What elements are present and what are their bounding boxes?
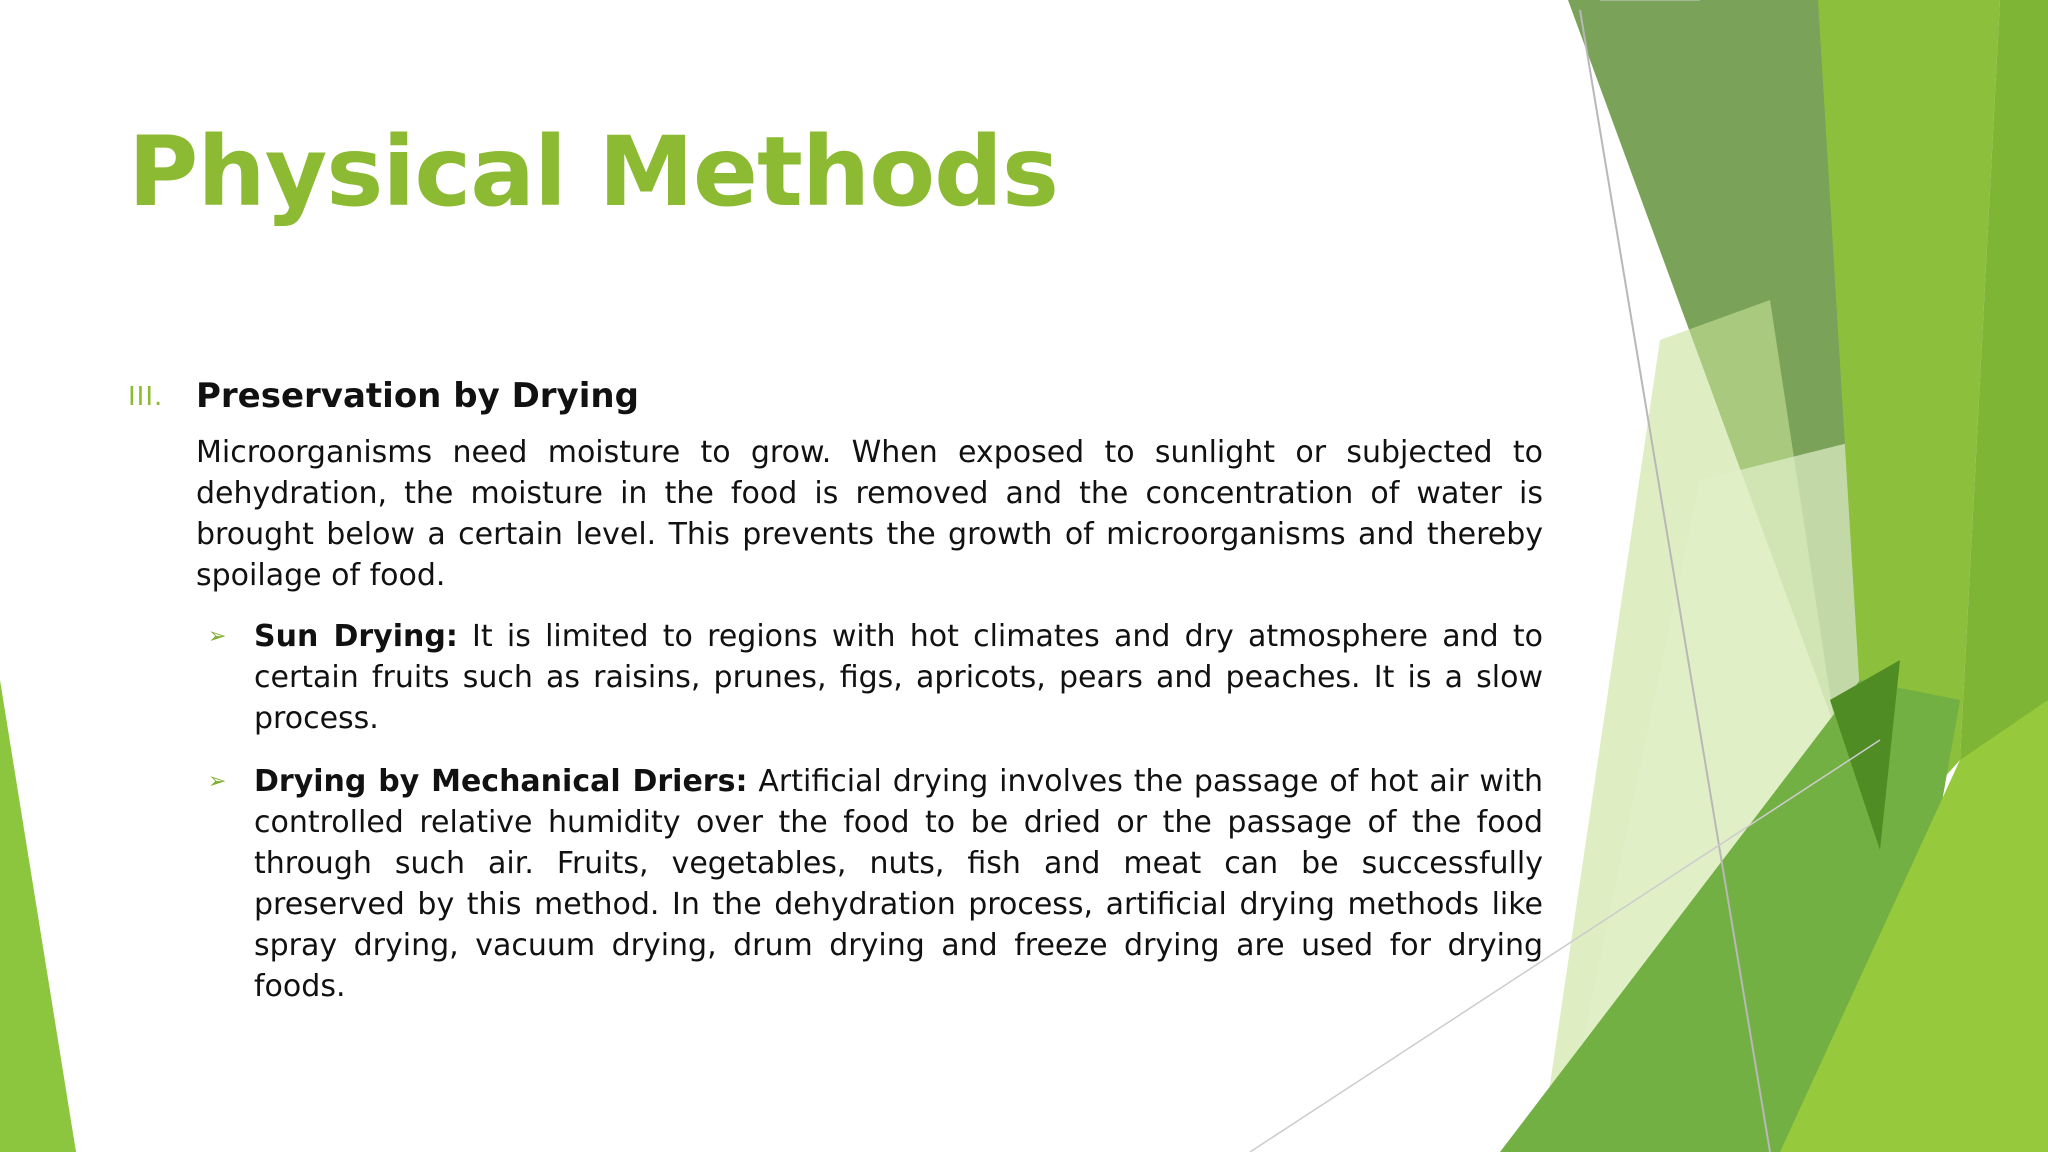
bullet-term: Sun Drying:: [254, 619, 458, 654]
bullet-list: [196, 616, 1543, 1007]
bullet-item-mechanical-driers: [196, 761, 1543, 1007]
section-number: III.: [128, 382, 164, 412]
section-paragraph: Microorganisms need moisture to grow. When exposed to sunlight or subjected to dehydration, the moisture in the food is removed and the concentration of water is brought below a certain level. This prevents the growth of microorganisms and thereby spoilage of food.: [196, 435, 1543, 593]
bullet-term: Drying by Mechanical Driers:: [254, 764, 748, 799]
bullet-text: It is limited to regions with hot climates and dry atmosphere and to certain fruits such as raisins, prunes, figs, apricots, pears and peaches. It is a slow process.: [254, 619, 1543, 736]
bullet-item-sun-drying: [196, 616, 1543, 739]
bullet-text: Artificial drying involves the passage of hot air with controlled relative humidity over the food to be dried or the passage of the food through such air. Fruits, vegetables, nuts, fish and meat can be successfully preserved by this method. In the dehydration process, artificial drying methods like spray drying, vacuum drying, drum drying and freeze drying are used for drying foods.: [254, 764, 1543, 1004]
slide-content: [128, 370, 1543, 1029]
section-header: [128, 370, 1543, 420]
arrow-bullet-icon: ➢: [208, 624, 227, 649]
section-heading: Preservation by Drying: [196, 376, 639, 416]
arrow-bullet-icon: ➢: [208, 769, 227, 794]
slide-title: Physical Methods: [128, 116, 1059, 228]
